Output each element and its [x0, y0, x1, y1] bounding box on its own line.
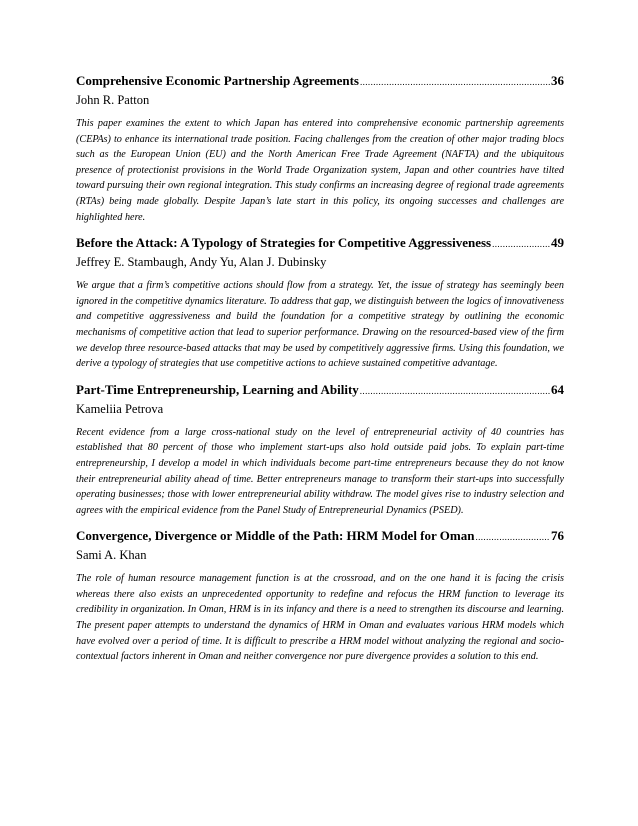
toc-entry — [76, 72, 564, 225]
entry-page-number: 76 — [551, 528, 564, 544]
dot-leader — [360, 74, 550, 91]
dot-leader — [475, 529, 550, 546]
entry-title-line[interactable] — [76, 234, 564, 253]
entry-authors: John R. Patton — [76, 93, 150, 107]
entry-title-line[interactable] — [76, 381, 564, 400]
toc-entry — [76, 527, 564, 665]
entry-page-number: 64 — [551, 381, 564, 397]
toc-entry — [76, 234, 564, 372]
entry-title: Comprehensive Economic Partnership Agreements — [76, 73, 359, 88]
entry-abstract: We argue that a firm’s competitive actions should flow from a strategy. Yet, the issue of strategy has seemingly been ignored in the competitive dynamics literature. To address that gap, we distinguish between the logics of innovativeness and competitive aggressiveness and build the foundation for a competitive strategy by outlining the economic mechanisms of competitive action that lead to superior performance. Drawing on the resourced-based view of the firm we develop three resource-based attacks that may be used by competitively aggressive firms. Using this foundation, we derive a typology of strategies that use competitive actions to achieve sustained competitive advantage. — [76, 280, 564, 370]
entry-title-line[interactable] — [76, 72, 564, 91]
toc-entry — [76, 381, 564, 519]
entry-authors: Sami A. Khan — [76, 548, 147, 563]
entry-page-number: 49 — [551, 235, 564, 251]
entry-title-line[interactable] — [76, 527, 564, 546]
entry-authors: Kameliia Petrova — [76, 401, 164, 416]
entry-abstract: The role of human resource management function is at the crossroad, and on the one hand it is facing the crisis whereas there also exists an unprecedented opportunity to redefine and refocus the HRM function to leverage its credibility in organization. In Oman, HRM is in its infancy and there is a need to strengthen its discourse and learning. The present paper attempts to understand the dynamics of HRM in Oman and evaluates various HRM models which have evolved over a period of time. It is difficult to prescribe a HRM model without analyzing the regional and socio-contextual factors inherent in Oman and neither convergence nor pure divergence provides a solution to this end. — [76, 573, 564, 663]
entry-page-number: 36 — [551, 73, 564, 88]
entry-abstract: Recent evidence from a large cross-national study on the level of entrepreneurial activity of 40 countries has established that 80 percent of those who implement start-ups also hold outside paid jobs. To explain part-time entrepreneurship, I develop a model in which individuals become part-time entrepreneurs because they do not know their entrepreneurial ability ahead of time. Better entrepreneurs manage to transform their start-ups into successfully operating businesses; those with lower entrepreneurial ability withdraw. The model gives rise to industry selection and agrees with the empirical evidence from the Panel Study of Entrepreneurial Dynamics (PSED). — [76, 426, 564, 516]
entry-title: Part-Time Entrepreneurship, Learning and Ability — [76, 381, 359, 397]
entry-title: Convergence, Divergence or Middle of the Path: HRM Model for Oman — [76, 528, 475, 544]
entry-title: Before the Attack: A Typology of Strategies for Competitive Aggressiveness — [76, 235, 492, 251]
dot-leader — [360, 383, 550, 400]
table-of-contents — [76, 72, 564, 674]
dot-leader — [492, 236, 550, 253]
entry-authors: Jeffrey E. Stambaugh, Andy Yu, Alan J. Dubinsky — [76, 255, 327, 270]
entry-abstract: This paper examines the extent to which Japan has entered into comprehensive economic partnership agreements (CEPAs) to enhance its international trade position. Facing challenges from the creation of other major trading blocs such as the European Union (EU) and the North American Free Trade Agreement (NAFTA) and the ubiquitous presence of protectionist provisions in the World Trade Organization system, Japan and other countries have tilted toward pursuing their own regional integration. This study confirms an increasing degree of regional trade agreements (RTAs) being made globally. Despite Japan’s late start in this policy, its ongoing successes and challenges are highlighted here. — [76, 118, 564, 223]
